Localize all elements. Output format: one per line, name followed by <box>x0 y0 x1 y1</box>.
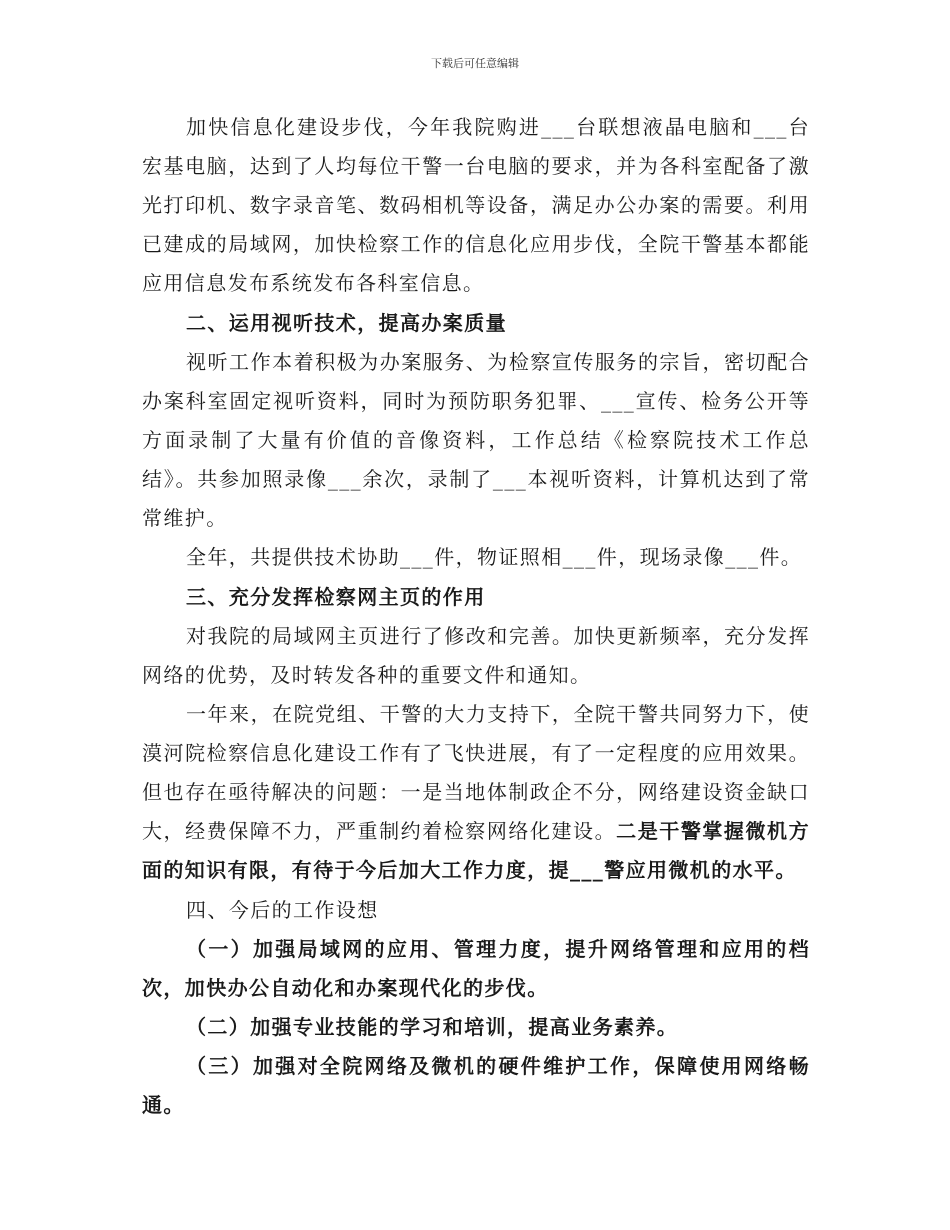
paragraph-audiovisual: 视听工作本着积极为办案服务、为检察宣传服务的宗旨，密切配合办案科室固定视听资料，同时为预防职务犯罪、___宣传、检务公开等方面录制了大量有价值的音像资料，工作总结《检察院技术工作总结》。共参加照录像___余次，录制了___本视听资料，计算机达到了常常维护。 <box>142 350 810 530</box>
section-heading-3: 三、充分发挥检察网主页的作用 <box>186 585 486 609</box>
plan-item-2: （二）加强专业技能的学习和培训，提高业务素养。 <box>186 1015 679 1039</box>
paragraph-homepage: 对我院的局域网主页进行了修改和完善。加快更新频率，充分发挥网络的优势，及时转发各种的重要文件和通知。 <box>142 624 810 687</box>
summary-bold-tail: 二是干警掌握微机方面的知识有限，有待于今后加大工作力度，提___警应用微机的水平。 <box>142 819 810 882</box>
paragraph-yearly-stats: 全年，共提供技术协助___件，物证照相___件，现场录像___件。 <box>186 545 803 569</box>
plan-item-3: （三）加强对全院网络及微机的硬件维护工作，保障使用网络畅通。 <box>142 1054 810 1117</box>
section-heading-4: 四、今后的工作设想 <box>186 898 379 922</box>
section-heading-2: 二、运用视听技术，提高办案质量 <box>186 311 507 335</box>
document-body <box>142 108 810 1125</box>
plan-item-1: （一）加强局域网的应用、管理力度，提升网络管理和应用的档次，加快办公自动化和办案现代化的步伐。 <box>142 937 810 1000</box>
page-header: 下载后可任意编辑 <box>431 57 519 70</box>
paragraph-informatization: 加快信息化建设步伐，今年我院购进___台联想液晶电脑和___台宏基电脑，达到了人均每位干警一台电脑的要求，并为各科室配备了激光打印机、数字录音笔、数码相机等设备，满足办公办案的需要。利用已建成的局域网，加快检察工作的信息化应用步伐，全院干警基本都能应用信息发布系统发布各科室信息。 <box>142 115 810 295</box>
paragraph-summary <box>142 695 810 890</box>
summary-text: 一年来，在院党组、干警的大力支持下，全院干警共同努力下，使漠河院检察信息化建设工作有了飞快进展，有了一定程度的应用效果。但也存在亟待解决的问题：一是当地体制政企不分，网络建设资金缺口大，经费保障不力，严重制约着检察网络化建设。 <box>142 702 810 843</box>
